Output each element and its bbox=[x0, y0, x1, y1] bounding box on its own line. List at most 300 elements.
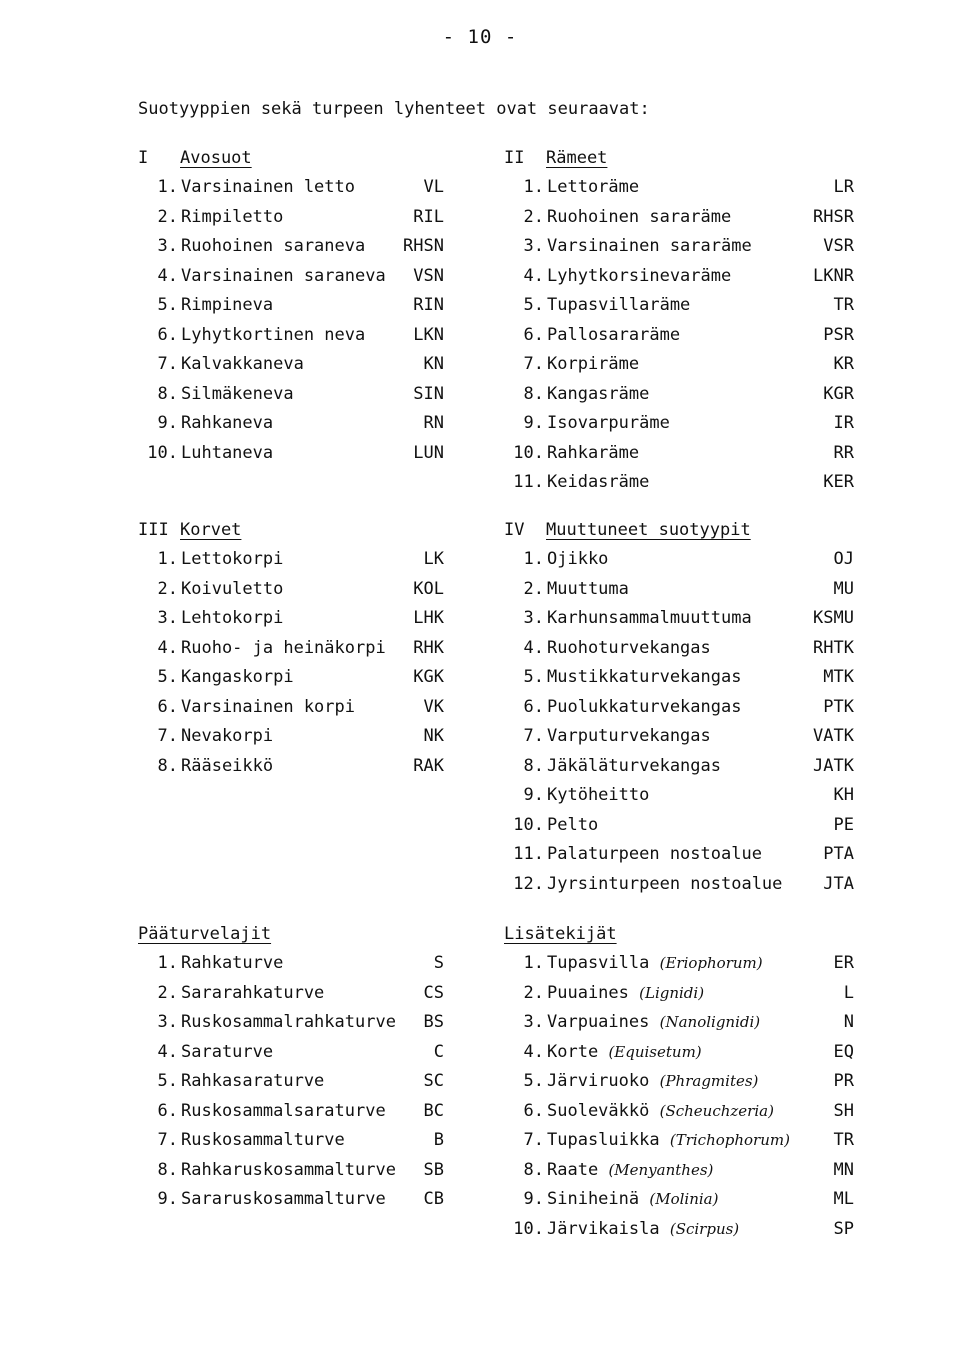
item-name bbox=[546, 409, 814, 439]
item-name-text: Karhunsammalmuuttuma bbox=[547, 608, 752, 628]
item-abbreviation: SC bbox=[423, 1071, 444, 1091]
item-abbreviation: RR bbox=[833, 442, 854, 463]
item-latin-name: (Scheuchzeria) bbox=[659, 1101, 774, 1120]
item-name-text: Puuaines bbox=[547, 982, 629, 1003]
item-number: 10. bbox=[147, 442, 178, 463]
item-name bbox=[546, 1215, 814, 1245]
item-name-text: Korpiräme bbox=[547, 354, 640, 374]
item-name bbox=[546, 722, 813, 752]
item-number: 2. bbox=[523, 578, 544, 599]
item-number: 3. bbox=[157, 236, 178, 256]
item-abbreviation: ML bbox=[833, 1189, 854, 1209]
item-abbreviation: IR bbox=[833, 413, 854, 433]
list-item bbox=[138, 979, 444, 1009]
item-name bbox=[180, 1156, 404, 1186]
item-number: 6. bbox=[157, 324, 178, 345]
item-latin-name: (Lignidi) bbox=[639, 983, 705, 1002]
item-name bbox=[180, 350, 404, 380]
item-abbreviation: LK bbox=[423, 549, 444, 569]
item-name-text: Varputurvekangas bbox=[547, 726, 711, 746]
item-abbreviation: LUN bbox=[413, 442, 444, 463]
list-item bbox=[138, 1126, 444, 1156]
item-number: 7. bbox=[157, 726, 178, 746]
item-name-text: Lyhytkortinen neva bbox=[181, 324, 366, 345]
list-item bbox=[138, 693, 444, 723]
item-name bbox=[180, 693, 404, 723]
list-item bbox=[504, 693, 854, 723]
item-name-text: Kangaskorpi bbox=[181, 667, 294, 687]
item-number: 8. bbox=[523, 755, 544, 776]
item-name bbox=[180, 173, 404, 203]
list-item bbox=[504, 1067, 854, 1097]
item-number: 2. bbox=[157, 982, 178, 1003]
item-number: 4. bbox=[157, 637, 178, 658]
item-abbreviation: C bbox=[433, 1041, 444, 1062]
list-item bbox=[504, 840, 854, 870]
list-item bbox=[138, 634, 444, 664]
list-item bbox=[138, 1185, 444, 1215]
item-number: 5. bbox=[523, 295, 544, 315]
item-name-text: Pallosararäme bbox=[547, 324, 681, 345]
item-name-text: Isovarpuräme bbox=[547, 413, 670, 433]
item-name-text: Varsinainen letto bbox=[181, 177, 355, 197]
item-name-text: Varpuaines bbox=[547, 1012, 650, 1032]
list-item bbox=[504, 575, 854, 605]
list-item bbox=[504, 949, 854, 979]
item-name-text: Jäkäläturvekangas bbox=[547, 755, 721, 776]
item-number: 4. bbox=[523, 265, 544, 286]
item-latin-name: (Equisetum) bbox=[608, 1042, 702, 1061]
list-item bbox=[504, 604, 854, 634]
item-name-text: Palaturpeen nostoalue bbox=[547, 844, 762, 864]
item-name bbox=[546, 380, 814, 410]
list-item bbox=[504, 439, 854, 469]
section-muuttuneet-suotyypit bbox=[504, 515, 854, 899]
item-number: 1. bbox=[523, 549, 544, 569]
item-abbreviation: EQ bbox=[833, 1041, 854, 1062]
section-numeral: I bbox=[138, 148, 149, 168]
item-number: 1. bbox=[523, 177, 544, 197]
list-item bbox=[504, 262, 854, 292]
section-numeral: II bbox=[504, 148, 525, 168]
list-item bbox=[138, 663, 444, 693]
item-name bbox=[180, 1097, 404, 1127]
item-number: 5. bbox=[523, 1071, 544, 1091]
list-item bbox=[138, 409, 444, 439]
item-number: 1. bbox=[157, 549, 178, 569]
item-name bbox=[546, 1185, 814, 1215]
item-name-text: Tupasluikka bbox=[547, 1130, 660, 1150]
item-abbreviation: RN bbox=[423, 413, 444, 433]
item-abbreviation: PSR bbox=[823, 324, 854, 345]
item-name-text: Koivuletto bbox=[181, 578, 284, 599]
item-name bbox=[180, 979, 404, 1009]
item-name bbox=[180, 262, 404, 292]
item-name bbox=[180, 722, 404, 752]
item-abbreviation: LR bbox=[833, 177, 854, 197]
list-item bbox=[138, 949, 444, 979]
item-abbreviation: RAK bbox=[413, 755, 444, 776]
item-name bbox=[546, 1126, 814, 1156]
item-abbreviation: RHSR bbox=[813, 206, 854, 227]
item-abbreviation: MU bbox=[833, 578, 854, 599]
item-name-text: Järviruoko bbox=[547, 1071, 650, 1091]
item-name-text: Kytöheitto bbox=[547, 785, 650, 805]
list-item bbox=[138, 722, 444, 752]
list-item bbox=[504, 1097, 854, 1127]
item-number: 3. bbox=[523, 608, 544, 628]
item-abbreviation: BS bbox=[423, 1012, 444, 1032]
item-number: 8. bbox=[157, 1159, 178, 1180]
section-avosuot bbox=[138, 143, 444, 468]
item-abbreviation: PTK bbox=[823, 696, 854, 717]
list-item bbox=[138, 439, 444, 469]
list-item bbox=[138, 203, 444, 233]
item-abbreviation: S bbox=[433, 953, 444, 973]
item-abbreviation: L bbox=[843, 982, 854, 1003]
list-item bbox=[504, 232, 854, 262]
item-name-text: Ruskosammalsaraturve bbox=[181, 1100, 386, 1121]
item-number: 3. bbox=[157, 608, 178, 628]
item-name-text: Rahkaräme bbox=[547, 442, 640, 463]
section-title: Rämeet bbox=[546, 148, 608, 168]
item-name bbox=[546, 1156, 814, 1186]
item-number: 11. bbox=[513, 844, 544, 864]
list-item bbox=[504, 1038, 854, 1068]
item-name-text: Sararahkaturve bbox=[181, 982, 325, 1003]
item-number: 3. bbox=[157, 1012, 178, 1032]
item-name-text: Kalvakkaneva bbox=[181, 354, 304, 374]
item-name bbox=[180, 1008, 404, 1038]
item-number: 7. bbox=[523, 354, 544, 374]
item-name-text: Rääseikkö bbox=[181, 755, 274, 776]
item-abbreviation: SB bbox=[423, 1159, 444, 1180]
item-abbreviation: PE bbox=[833, 814, 854, 835]
item-abbreviation: JTA bbox=[823, 873, 854, 894]
item-number: 9. bbox=[157, 413, 178, 433]
item-number: 12. bbox=[513, 873, 544, 894]
item-abbreviation: KGR bbox=[823, 383, 854, 404]
section-heading bbox=[504, 143, 854, 173]
section-title: Korvet bbox=[180, 520, 242, 540]
item-name-text: Ruskosammalrahkaturve bbox=[181, 1012, 396, 1032]
item-number: 9. bbox=[523, 1189, 544, 1209]
item-name bbox=[546, 321, 814, 351]
item-name-text: Puolukkaturvekangas bbox=[547, 696, 742, 717]
item-name bbox=[180, 949, 404, 979]
item-name bbox=[180, 575, 404, 605]
item-abbreviation: KR bbox=[833, 354, 854, 374]
item-name bbox=[546, 1008, 814, 1038]
item-name-text: Nevakorpi bbox=[181, 726, 274, 746]
item-abbreviation: RHTK bbox=[813, 637, 854, 658]
item-name-text: Silmäkeneva bbox=[181, 383, 294, 404]
list-item bbox=[138, 173, 444, 203]
list-item bbox=[138, 604, 444, 634]
item-number: 5. bbox=[157, 667, 178, 687]
item-abbreviation: SIN bbox=[413, 383, 444, 404]
page-number: - 10 - bbox=[442, 26, 518, 48]
item-abbreviation: VATK bbox=[813, 726, 854, 746]
section-title: Lisätekijät bbox=[504, 924, 617, 944]
list-item bbox=[504, 752, 854, 782]
item-name-text: Lyhytkorsinevaräme bbox=[547, 265, 732, 286]
list-item bbox=[504, 663, 854, 693]
item-name-text: Ruohoturvekangas bbox=[547, 637, 711, 658]
item-number: 6. bbox=[157, 696, 178, 717]
item-abbreviation: RHSN bbox=[403, 236, 444, 256]
item-number: 2. bbox=[523, 982, 544, 1003]
item-name-text: Muuttuma bbox=[547, 578, 629, 599]
item-name bbox=[546, 752, 813, 782]
intro-heading: Suotyyppien sekä turpeen lyhenteet ovat seuraavat: bbox=[138, 99, 650, 119]
item-number: 5. bbox=[157, 295, 178, 315]
item-name-text: Ruoho- ja heinäkorpi bbox=[181, 637, 386, 658]
item-abbreviation: KSMU bbox=[813, 608, 854, 628]
item-number: 6. bbox=[523, 324, 544, 345]
item-name-text: Ruohoinen saraneva bbox=[181, 236, 366, 256]
item-name-text: Rahkaruskosammalturve bbox=[181, 1159, 396, 1180]
list-item bbox=[504, 173, 854, 203]
item-name bbox=[546, 949, 814, 979]
item-number: 5. bbox=[523, 667, 544, 687]
item-name-text: Siniheinä bbox=[547, 1189, 640, 1209]
item-name bbox=[546, 634, 813, 664]
item-abbreviation: VL bbox=[423, 177, 444, 197]
item-number: 2. bbox=[157, 578, 178, 599]
item-name-text: Jyrsinturpeen nostoalue bbox=[547, 873, 783, 894]
list-item bbox=[504, 1156, 854, 1186]
item-name-text: Tupasvillaräme bbox=[547, 295, 691, 315]
item-latin-name: (Nanolignidi) bbox=[659, 1013, 761, 1031]
section-numeral: III bbox=[138, 520, 169, 540]
list-item bbox=[504, 545, 854, 575]
list-item bbox=[504, 350, 854, 380]
list-item bbox=[138, 291, 444, 321]
item-name bbox=[546, 840, 814, 870]
item-number: 4. bbox=[157, 265, 178, 286]
list-item bbox=[504, 203, 854, 233]
item-number: 10. bbox=[513, 814, 544, 835]
list-item bbox=[504, 781, 854, 811]
item-number: 4. bbox=[157, 1041, 178, 1062]
list-item bbox=[504, 1215, 854, 1245]
item-number: 6. bbox=[157, 1100, 178, 1121]
item-name-text: Kangasräme bbox=[547, 383, 650, 404]
item-name bbox=[180, 1126, 404, 1156]
item-name bbox=[546, 575, 814, 605]
list-item bbox=[138, 321, 444, 351]
item-abbreviation: CB bbox=[423, 1189, 444, 1209]
section-lisatekijat bbox=[504, 919, 854, 1244]
item-number: 3. bbox=[523, 1012, 544, 1032]
item-name-text: Keidasräme bbox=[547, 472, 650, 492]
item-name-text: Lettoräme bbox=[547, 177, 640, 197]
item-name-text: Järvikaisla bbox=[547, 1218, 660, 1239]
item-latin-name: (Trichophorum) bbox=[669, 1131, 790, 1149]
section-paaturvelajit bbox=[138, 919, 444, 1215]
list-item bbox=[504, 979, 854, 1009]
item-abbreviation: N bbox=[843, 1012, 854, 1032]
item-number: 7. bbox=[157, 1130, 178, 1150]
list-item bbox=[138, 1008, 444, 1038]
item-name bbox=[546, 811, 814, 841]
item-abbreviation: LKNR bbox=[813, 265, 854, 286]
item-name bbox=[180, 604, 404, 634]
item-name-text: Varsinainen sararäme bbox=[547, 236, 752, 256]
list-item bbox=[138, 1038, 444, 1068]
item-abbreviation: ER bbox=[833, 953, 854, 973]
item-abbreviation: RIN bbox=[413, 295, 444, 315]
item-number: 7. bbox=[523, 1130, 544, 1150]
item-name-text: Varsinainen korpi bbox=[181, 696, 355, 717]
item-abbreviation: LHK bbox=[413, 608, 444, 628]
list-item bbox=[504, 409, 854, 439]
item-abbreviation: SH bbox=[833, 1100, 854, 1121]
item-abbreviation: BC bbox=[423, 1100, 444, 1121]
item-name-text: Mustikkaturvekangas bbox=[547, 667, 742, 687]
item-name-text: Sararuskosammalturve bbox=[181, 1189, 386, 1209]
item-number: 11. bbox=[513, 472, 544, 492]
list-item bbox=[504, 722, 854, 752]
item-name-text: Saraturve bbox=[181, 1041, 274, 1062]
item-name bbox=[180, 1038, 404, 1068]
item-latin-name: (Eriophorum) bbox=[659, 954, 763, 972]
item-latin-name: (Phragmites) bbox=[659, 1072, 759, 1090]
item-name-text: Korte bbox=[547, 1041, 599, 1062]
item-abbreviation: SP bbox=[833, 1218, 854, 1239]
item-abbreviation: KGK bbox=[413, 667, 444, 687]
item-abbreviation: VK bbox=[423, 696, 444, 717]
item-number: 2. bbox=[523, 206, 544, 227]
item-abbreviation: MN bbox=[833, 1159, 854, 1180]
section-title: Pääturvelajit bbox=[138, 924, 272, 944]
item-abbreviation: JATK bbox=[813, 755, 854, 776]
item-name bbox=[180, 409, 404, 439]
item-name bbox=[546, 262, 813, 292]
item-name-text: Rahkasaraturve bbox=[181, 1071, 325, 1091]
list-item bbox=[138, 380, 444, 410]
list-item bbox=[504, 321, 854, 351]
list-item bbox=[504, 1126, 854, 1156]
item-number: 7. bbox=[523, 726, 544, 746]
section-title: Avosuot bbox=[180, 148, 252, 168]
item-name-text: Tupasvilla bbox=[547, 953, 650, 973]
item-name bbox=[546, 870, 814, 900]
item-name bbox=[180, 291, 404, 321]
item-number: 4. bbox=[523, 637, 544, 658]
item-abbreviation: KOL bbox=[413, 578, 444, 599]
item-number: 8. bbox=[523, 1159, 544, 1180]
item-abbreviation: RHK bbox=[413, 637, 444, 658]
item-name bbox=[546, 439, 814, 469]
item-abbreviation: PTA bbox=[823, 844, 854, 864]
item-number: 1. bbox=[523, 953, 544, 973]
item-name bbox=[546, 979, 814, 1009]
item-abbreviation: OJ bbox=[833, 549, 854, 569]
item-name bbox=[180, 1185, 404, 1215]
section-korvet bbox=[138, 515, 444, 781]
item-number: 7. bbox=[157, 354, 178, 374]
item-name-text: Pelto bbox=[547, 814, 599, 835]
item-name bbox=[546, 781, 814, 811]
item-name bbox=[180, 203, 404, 233]
item-name bbox=[180, 663, 404, 693]
item-name bbox=[180, 232, 403, 262]
item-abbreviation: RIL bbox=[413, 206, 444, 227]
item-number: 10. bbox=[513, 1218, 544, 1239]
item-abbreviation: TR bbox=[833, 1130, 854, 1150]
item-abbreviation: LKN bbox=[413, 324, 444, 345]
item-name bbox=[546, 203, 813, 233]
list-item bbox=[504, 291, 854, 321]
list-item bbox=[138, 752, 444, 782]
item-name bbox=[180, 752, 404, 782]
item-name-text: Lettokorpi bbox=[181, 549, 284, 569]
item-number: 8. bbox=[157, 755, 178, 776]
item-abbreviation: MTK bbox=[823, 667, 854, 687]
item-abbreviation: KN bbox=[423, 354, 444, 374]
list-item bbox=[138, 1156, 444, 1186]
item-name bbox=[546, 232, 814, 262]
item-name-text: Luhtaneva bbox=[181, 442, 274, 463]
item-latin-name: (Molinia) bbox=[649, 1190, 719, 1208]
list-item bbox=[138, 350, 444, 380]
item-abbreviation: PR bbox=[833, 1071, 854, 1091]
item-name-text: Rahkaturve bbox=[181, 953, 284, 973]
item-name bbox=[546, 350, 814, 380]
item-name-text: Raate bbox=[547, 1159, 599, 1180]
item-name bbox=[546, 1067, 814, 1097]
list-item bbox=[504, 811, 854, 841]
item-name bbox=[546, 663, 814, 693]
item-name bbox=[180, 380, 404, 410]
item-number: 9. bbox=[523, 785, 544, 805]
item-name bbox=[546, 1097, 814, 1127]
list-item bbox=[138, 232, 444, 262]
item-abbreviation: NK bbox=[423, 726, 444, 746]
item-name-text: Varsinainen saraneva bbox=[181, 265, 386, 286]
item-name bbox=[180, 321, 404, 351]
item-name bbox=[180, 439, 404, 469]
item-abbreviation: CS bbox=[423, 982, 444, 1003]
item-name-text: Lehtokorpi bbox=[181, 608, 284, 628]
item-name-text: Rahkaneva bbox=[181, 413, 274, 433]
item-name-text: Ojikko bbox=[547, 549, 609, 569]
item-number: 5. bbox=[157, 1071, 178, 1091]
section-heading bbox=[138, 515, 444, 545]
item-latin-name: (Menyanthes) bbox=[608, 1160, 714, 1179]
item-name bbox=[546, 693, 814, 723]
item-name-text: Ruohoinen sararäme bbox=[547, 206, 732, 227]
item-number: 10. bbox=[513, 442, 544, 463]
list-item bbox=[138, 575, 444, 605]
list-item bbox=[138, 545, 444, 575]
section-heading bbox=[138, 143, 444, 173]
list-item bbox=[504, 1185, 854, 1215]
item-number: 1. bbox=[157, 953, 178, 973]
item-latin-name: (Scirpus) bbox=[669, 1219, 740, 1238]
list-item bbox=[504, 468, 854, 498]
list-item bbox=[504, 870, 854, 900]
item-number: 8. bbox=[523, 383, 544, 404]
item-number: 3. bbox=[523, 236, 544, 256]
item-abbreviation: VSR bbox=[823, 236, 854, 256]
item-abbreviation: B bbox=[433, 1130, 444, 1150]
item-name bbox=[180, 634, 404, 664]
item-abbreviation: KH bbox=[833, 785, 854, 805]
item-name-text: Rimpiletto bbox=[181, 206, 284, 227]
